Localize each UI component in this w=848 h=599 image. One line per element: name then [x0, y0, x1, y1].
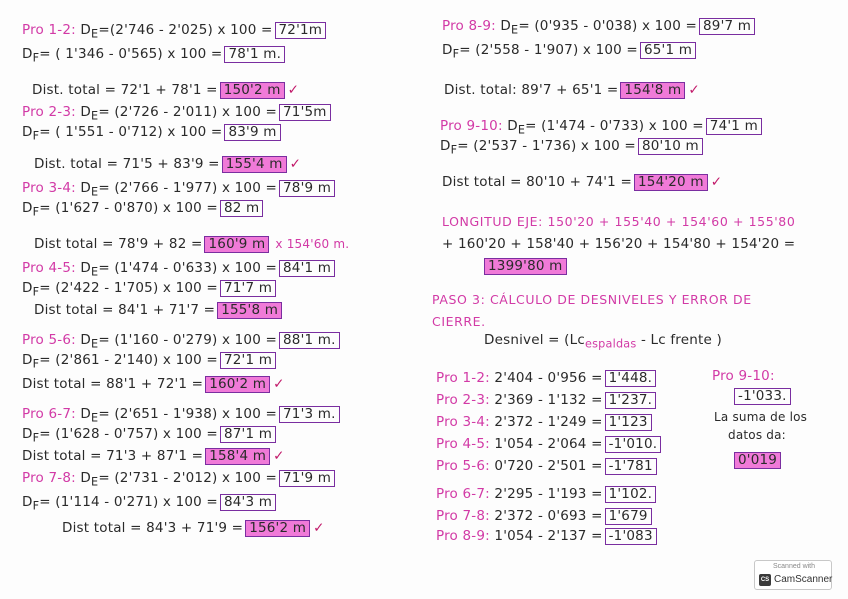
formula-eq: = (2'537 - 1'736) x 100 = [457, 138, 636, 154]
boxed-result: 84'1 m [279, 260, 335, 277]
calc-line [440, 138, 703, 157]
subscript: F [450, 143, 458, 157]
sum-note-1: La suma de los [714, 410, 808, 424]
formula-text: Dist total = 80'10 + 74'1 = [442, 174, 632, 190]
formula-text: D [22, 352, 33, 368]
paso-3-heading-cont: CIERRE. [432, 314, 486, 329]
calc-line [22, 22, 326, 41]
boxed-result: 155'8 m [217, 302, 282, 319]
formula-eq: = (2'766 - 1'977) x 100 = [98, 180, 277, 196]
check-mark-icon: ✓ [710, 174, 723, 190]
calc-line [34, 156, 301, 173]
station-label: Pro 9-10: [440, 118, 503, 134]
formula-text: D [22, 280, 33, 296]
check-mark-icon: ✓ [273, 376, 285, 392]
calc-line [62, 520, 325, 537]
subscript: E [91, 475, 99, 489]
check-mark-icon: ✓ [313, 520, 325, 536]
desnivel-line [436, 436, 661, 453]
formula-eq: = (2'651 - 1'938) x 100 = [98, 406, 277, 422]
desnivel-sub: espaldas [585, 337, 637, 351]
boxed-result: 160'2 m [205, 376, 270, 393]
desnivel-line [436, 486, 656, 503]
calc-line [22, 124, 281, 143]
subscript: F [32, 51, 40, 65]
boxed-result: 154'8 m [620, 82, 685, 99]
side-note: x 154'60 m. [275, 237, 350, 251]
boxed-result: 72'1 m [220, 352, 276, 369]
boxed-result: 72'1m [275, 22, 327, 39]
station-label: Pro 3-4: [436, 414, 490, 430]
sum-result: 0'019 [734, 452, 781, 469]
boxed-result: 160'9 m [204, 236, 269, 253]
calc-line [22, 46, 285, 65]
boxed-result: 89'7 m [699, 18, 755, 35]
calc-line [22, 376, 285, 393]
formula-text: D [80, 22, 92, 38]
calc-line [34, 302, 282, 319]
formula-eq: = ( 1'551 - 0'712) x 100 = [39, 124, 223, 140]
station-label: Pro 8-9: [442, 18, 496, 34]
boxed-result: 78'9 m [279, 180, 335, 197]
watermark-brand: CamScanner [774, 574, 833, 585]
station-label: Pro 4-5: [436, 436, 490, 452]
station-label: Pro 7-8: [436, 508, 490, 524]
formula-eq: = (1'627 - 0'870) x 100 = [39, 200, 218, 216]
station-label: Pro 5-6: [436, 458, 490, 474]
check-mark-icon: ✓ [287, 82, 300, 98]
subscript: F [32, 129, 40, 143]
subscript: F [32, 285, 40, 299]
formula-eq: = (0'935 - 0'038) x 100 = [518, 18, 697, 34]
boxed-result: 87'1 m [220, 426, 276, 443]
boxed-result: 65'1 m [640, 42, 696, 59]
check-mark-icon: ✓ [688, 82, 700, 98]
desnivel-line [436, 392, 656, 409]
sum-result-line [732, 452, 781, 469]
station-label: Pro 3-4: [22, 180, 76, 196]
formula-eq: = ( 1'346 - 0'565) x 100 = [39, 46, 223, 62]
desnivel-line [436, 528, 657, 545]
desnivel-eq: 1'054 - 2'137 = [494, 528, 603, 544]
calc-line [22, 260, 335, 279]
boxed-result: 80'10 m [638, 138, 703, 155]
desnivel-eq: 2'404 - 0'956 = [494, 370, 603, 386]
boxed-result: 156'2 m [245, 520, 310, 537]
desnivel-line [436, 414, 652, 431]
boxed-result: 1'123 [605, 414, 652, 431]
boxed-result: 155'4 m [222, 156, 287, 173]
boxed-result: 154'20 m [634, 174, 708, 191]
longitud-line-1: LONGITUD EJE: 150'20 + 155'40 + 154'60 + 155'80 [442, 214, 796, 229]
calc-line [22, 406, 340, 425]
station-label: Pro 1-2: [22, 22, 76, 38]
calc-line [22, 494, 276, 513]
formula-text: D [22, 46, 33, 62]
subscript: E [91, 337, 99, 351]
formula-text: Dist total = 84'1 + 71'7 = [34, 302, 216, 318]
longitud-total-line [482, 258, 567, 275]
formula-eq: = (1'474 - 0'733) x 100 = [525, 118, 704, 134]
formula-text: D [80, 180, 92, 196]
formula-text: Dist total = 84'3 + 71'9 = [62, 520, 244, 536]
boxed-result: 71'3 m. [279, 406, 340, 423]
formula-eq: = (1'628 - 0'757) x 100 = [39, 426, 218, 442]
boxed-result: 71'9 m [279, 470, 335, 487]
station-label: Pro 5-6: [22, 332, 76, 348]
sum-note-2: datos da: [728, 428, 786, 442]
boxed-result: 78'1 m. [224, 46, 285, 63]
subscript: E [91, 411, 99, 425]
calc-line [34, 236, 349, 253]
boxed-result: 1'102. [605, 486, 657, 503]
camscanner-logo-icon: CS [759, 574, 771, 586]
boxed-result: 1'237. [605, 392, 657, 409]
boxed-result: -1'083 [605, 528, 657, 545]
station-label: Pro 1-2: [436, 370, 490, 386]
camscanner-watermark [754, 560, 832, 590]
calc-line [22, 470, 335, 489]
calc-line [22, 426, 276, 445]
formula-text: D [80, 406, 92, 422]
boxed-result: 1'448. [605, 370, 657, 387]
boxed-result: 82 m [220, 200, 263, 217]
subscript: F [452, 47, 460, 61]
formula-eq: =(2'746 - 2'025) x 100 = [98, 22, 273, 38]
formula-text: D [440, 138, 451, 154]
calc-line [22, 352, 276, 371]
formula-eq: = (1'474 - 0'633) x 100 = [98, 260, 277, 276]
longitud-line-2: + 160'20 + 158'40 + 156'20 + 154'80 + 154'20 = [442, 236, 796, 252]
boxed-result: 71'5m [279, 104, 331, 121]
station-label: Pro 4-5: [22, 260, 76, 276]
calc-line [440, 118, 762, 137]
formula-eq: = (1'160 - 0'279) x 100 = [98, 332, 277, 348]
side-station-label: Pro 9-10: [712, 368, 775, 384]
formula-text: D [22, 124, 33, 140]
boxed-result: -1'010. [605, 436, 662, 453]
formula-eq: = (1'114 - 0'271) x 100 = [39, 494, 218, 510]
paso-3-heading: PASO 3: CÁLCULO DE DESNIVELES Y ERROR DE [432, 292, 752, 307]
calc-line [22, 200, 263, 219]
boxed-result: 83'9 m [224, 124, 280, 141]
formula-text: D [442, 42, 453, 58]
formula-eq: = (2'731 - 2'012) x 100 = [98, 470, 277, 486]
formula-text: D [500, 18, 512, 34]
subscript: E [511, 23, 519, 37]
longitud-total: 1399'80 m [484, 258, 567, 275]
formula-text: D [22, 200, 33, 216]
check-mark-icon: ✓ [289, 156, 302, 172]
calc-line [22, 280, 276, 299]
desnivel-eq: 2'372 - 1'249 = [494, 414, 603, 430]
desnivel-eq: 1'054 - 2'064 = [494, 436, 603, 452]
subscript: E [91, 109, 99, 123]
formula-text: D [22, 494, 33, 510]
formula-text: Dist total = 71'3 + 87'1 = [22, 448, 204, 464]
calc-line [442, 174, 722, 191]
calc-line [22, 180, 335, 199]
side-box-line [732, 388, 791, 405]
formula-eq: = (2'558 - 1'907) x 100 = [459, 42, 638, 58]
station-label: Pro 6-7: [22, 406, 76, 422]
formula-text: Dist. total: 89'7 + 65'1 = [444, 82, 619, 98]
formula-eq: = (2'422 - 1'705) x 100 = [39, 280, 218, 296]
desnivel-formula [484, 332, 722, 351]
formula-text: D [80, 470, 92, 486]
boxed-result: 74'1 m [706, 118, 762, 135]
formula-text: D [22, 426, 33, 442]
formula-eq: = (2'861 - 2'140) x 100 = [39, 352, 218, 368]
desnivel-eq: 0'720 - 2'501 = [494, 458, 603, 474]
desnivel-eq: 2'372 - 0'693 = [494, 508, 603, 524]
boxed-result: 71'7 m [220, 280, 276, 297]
side-box: -1'033. [734, 388, 791, 405]
station-label: Pro 2-3: [436, 392, 490, 408]
check-mark-icon: ✓ [273, 448, 285, 464]
formula-text: Dist total = 88'1 + 72'1 = [22, 376, 204, 392]
station-label: Pro 2-3: [22, 104, 76, 120]
desnivel-pre: Desnivel = (Lc [484, 332, 585, 348]
watermark-caption: Scanned with [772, 563, 816, 570]
calc-line [22, 104, 331, 123]
formula-text: D [80, 332, 92, 348]
station-label: Pro 6-7: [436, 486, 490, 502]
station-label: Pro 8-9: [436, 528, 490, 544]
formula-text: Dist. total = 72'1 + 78'1 = [32, 82, 218, 98]
calc-line [22, 448, 285, 465]
boxed-result: 84'3 m [220, 494, 276, 511]
subscript: E [91, 265, 99, 279]
subscript: F [32, 431, 40, 445]
calc-line [442, 42, 696, 61]
boxed-result: 150'2 m [220, 82, 285, 99]
formula-text: Dist. total = 71'5 + 83'9 = [34, 156, 220, 172]
desnivel-line [436, 370, 656, 387]
boxed-result: 1'679 [605, 508, 652, 525]
desnivel-eq: 2'369 - 1'132 = [494, 392, 603, 408]
desnivel-line [436, 508, 652, 525]
boxed-result: 158'4 m [205, 448, 270, 465]
subscript: E [91, 185, 99, 199]
calc-line [444, 82, 700, 99]
desnivel-eq: 2'295 - 1'193 = [494, 486, 603, 502]
station-label: Pro 7-8: [22, 470, 76, 486]
calc-line [442, 18, 755, 37]
formula-text: D [80, 104, 92, 120]
formula-eq: = (2'726 - 2'011) x 100 = [98, 104, 277, 120]
desnivel-line [436, 458, 657, 475]
subscript: F [32, 205, 40, 219]
calc-line [22, 332, 340, 351]
subscript: E [91, 27, 99, 41]
calc-line [32, 82, 299, 99]
formula-text: D [507, 118, 518, 134]
formula-text: Dist total = 78'9 + 82 = [34, 236, 203, 252]
subscript: F [32, 499, 40, 513]
subscript: F [32, 357, 40, 371]
boxed-result: -1'781 [605, 458, 657, 475]
formula-text: D [80, 260, 92, 276]
desnivel-post: - Lc frente ) [640, 332, 722, 348]
boxed-result: 88'1 m. [279, 332, 340, 349]
subscript: E [517, 123, 526, 137]
